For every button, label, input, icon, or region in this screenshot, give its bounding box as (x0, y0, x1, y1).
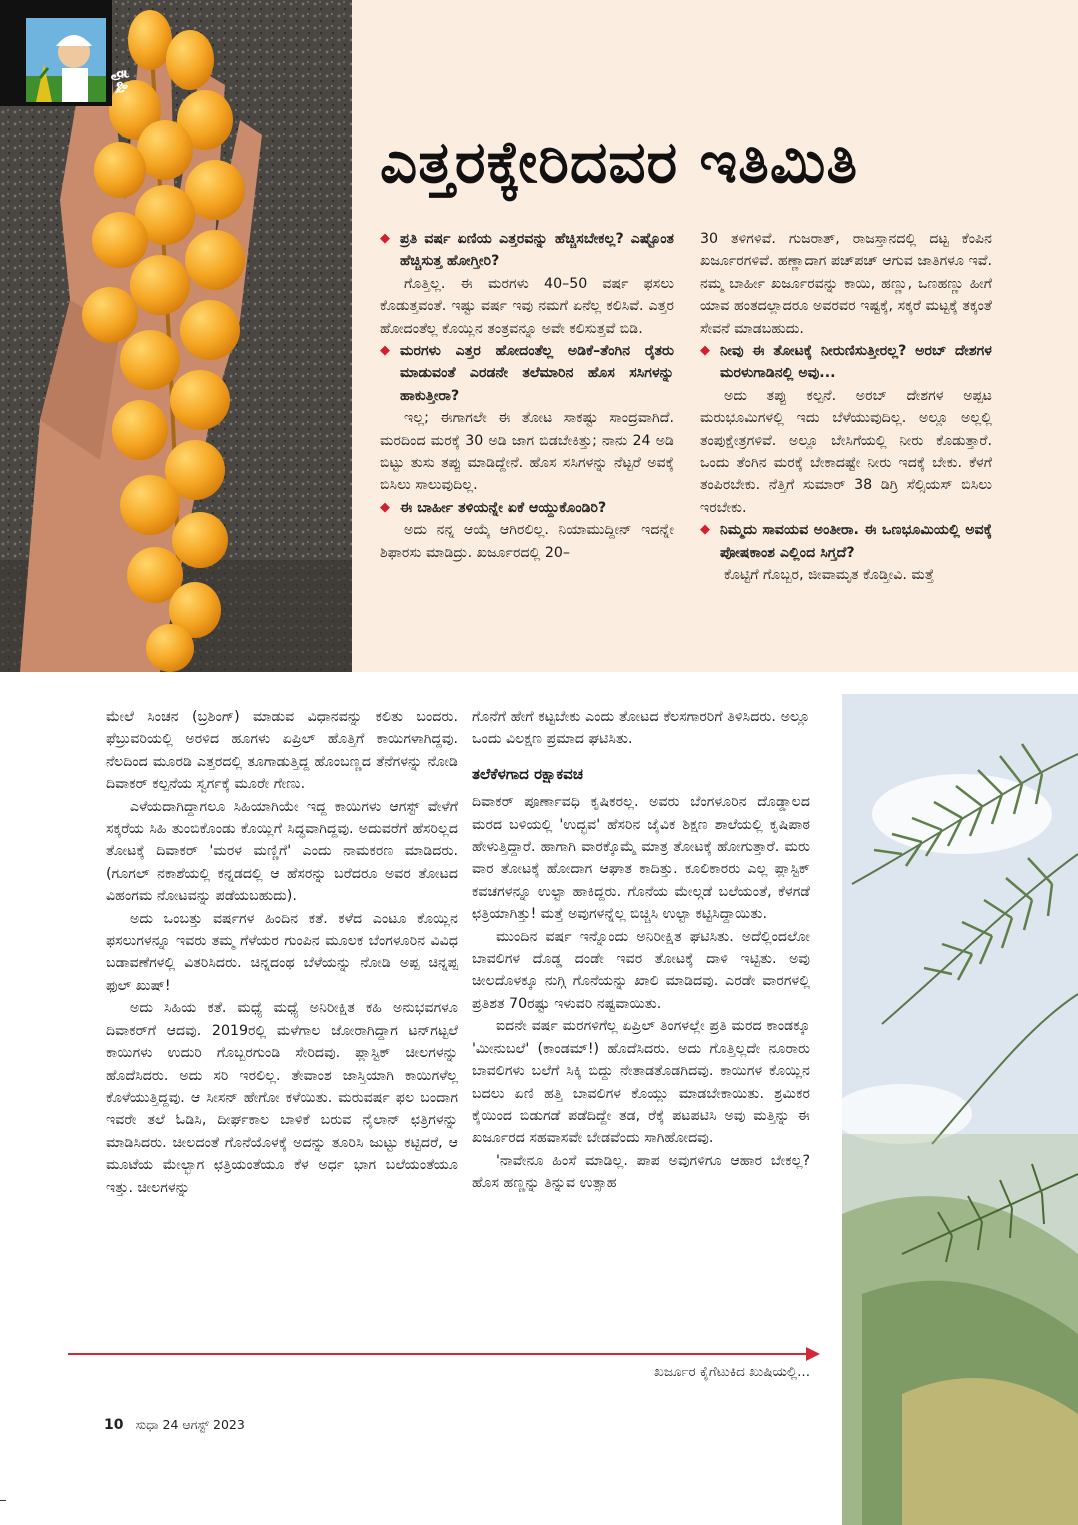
answer: ಗೊತ್ತಿಲ್ಲ. ಈ ಮರಗಳು 40–50 ವರ್ಷ ಫಸಲು ಕೊಡುತ್ತವಂತೆ. ಇಷ್ಟು ವರ್ಷ ಇವು ನಮಗೆ ಏನೆಲ್ಲ ಕಲಿಸಿವೆ. ಎತ್ತರ ಹೋದಂತೆಲ್ಲ ಕೊಯ್ಲಿನ ತಂತ್ರವನ್ನೂ ಅವೇ ಕಲಿಸುತ್ತವೆ ಬಿಡಿ. (380, 275, 674, 337)
question: ◆ ಈ ಬಾರ್ಹೀ ತಳಿಯನ್ನೇ ಏಕೆ ಆಯ್ದುಕೊಂಡಿರಿ? (380, 497, 674, 519)
continued-caption: ಖರ್ಜೂರ ಕೈಗೆಟುಕಿದ ಖುಷಿಯಲ್ಲಿ... (654, 1364, 810, 1380)
answer-continued: 30 ತಳಿಗಳಿವೆ. ಗುಜರಾತ್, ರಾಜಸ್ತಾನದಲ್ಲಿ ದಟ್ಟ ಕೆಂಪಿನ ಖರ್ಜೂರಗಳಿವೆ. ಹಣ್ಣಾದಾಗ ಪಚ್‌ಪಚ್ ಆಗುವ ಜಾತಿಗಳೂ ಇವೆ. ನಮ್ಮ ಬಾರ್ಹೀ ಖರ್ಜೂರವನ್ನು ಕಾಯಿ, ಹಣ್ಣು, ಒಣಹಣ್ಣು ಹೀಗೆ ಯಾವ ಹಂತದಲ್ಲಾದರೂ ಅವರವರ ಇಷ್ಟಕ್ಕೆ, ಸಕ್ಕರೆ ಮಟ್ಟಕ್ಕೆ ತಕ್ಕಂತೆ ಸೇವನೆ ಮಾಡಬಹುದು. (700, 231, 992, 337)
question: ◆ ನೀವು ಈ ತೋಟಕ್ಕೆ ನೀರುಣಿಸುತ್ತೀರಲ್ಲ? ಅರಬ್ ದೇಶಗಳ ಮರಳುಗಾಡಿನಲ್ಲಿ ಅವು... (700, 340, 992, 385)
paragraph: ಅದು ಒಂಬತ್ತು ವರ್ಷಗಳ ಹಿಂದಿನ ಕತೆ. ಕಳೆದ ಎಂಟೂ ಕೊಯ್ಲಿನ ಫಸಲುಗಳನ್ನೂ ಇವರು ತಮ್ಮ ಗೆಳೆಯರ ಗುಂಪಿನ ಮೂಲಕ ಬೆಂಗಳೂರಿನ ವಿವಿಧ ಬಡಾವಣೆಗಳಲ್ಲಿ ವಿತರಿಸಿದರು. ಚಿನ್ನದಂಥ ಬೆಳೆಯನ್ನು ನೋಡಿ ಅಪ್ಪ ಚಿನ್ನಪ್ಪ ಫುಲ್ ಖುಷ್! (106, 910, 458, 994)
article-column-1 (106, 706, 458, 1199)
answer: ಅದು ತಪ್ಪು ಕಲ್ಪನೆ. ಅರಬ್ ದೇಶಗಳ ಅಪ್ಪಟ ಮರುಭೂಮಿಗಳಲ್ಲಿ ಇದು ಬೆಳೆಯುವುದಿಲ್ಲ. ಅಲ್ಲೂ ಅಲ್ಲಲ್ಲಿ ತಂಪುಕ್ಷೇತ್ರಗಳಿವೆ. ಅಲ್ಲೂ ಬೇಸಿಗೆಯಲ್ಲಿ ನೀರು ಕೊಡುತ್ತಾರೆ. ಒಂದು ತೆಂಗಿನ ಮರಕ್ಕೆ ಬೇಕಾದಷ್ಟೇ ನೀರು ಇದಕ್ಕೆ ಬೇಕು. ಕೆಳಗೆ ತಂಪಿರಬೇಕು. ನೆತ್ತಿಗೆ ಸುಮಾರ್ 38 ಡಿಗ್ರಿ ಸೆಲ್ಸಿಯಸ್ ಬಿಸಿಲು ಇರಬೇಕು. (700, 387, 992, 516)
paragraph: ಅದು ಸಿಹಿಯ ಕತೆ. ಮಧ್ಯೆ ಮಧ್ಯೆ ಅನಿರೀಕ್ಷಿತ ಕಹಿ ಅನುಭವಗಳೂ ದಿವಾಕರ್‌ಗೆ ಆದವು. 2019ರಲ್ಲಿ ಮಳೆಗಾಲ ಜೋರಾಗಿದ್ದಾಗ ಟನ್‌ಗಟ್ಟಲೆ ಕಾಯಿಗಳು ಉದುರಿ ಗೊಬ್ಬರಗುಂಡಿ ಸೇರಿದವು. ಪ್ಲಾಸ್ಟಿಕ್ ಚೀಲಗಳನ್ನು ಹೊದೆಸಿದರು. ಅದು ಸರಿ ಇರಲಿಲ್ಲ. ತೇವಾಂಶ ಜಾಸ್ತಿಯಾಗಿ ಕಾಯಿಗಳೆಲ್ಲ ಕೊಳೆಯುತ್ತಿದ್ದವು. ಆ ಸೀಸನ್ ಹೇಗೋ ಕಳೆಯಿತು. ಮರುವರ್ಷ ಫಲ ಬಂದಾಗ ಇವರೇ ತಲೆ ಓಡಿಸಿ, ದೀರ್ಘಕಾಲ ಬಾಳಿಕೆ ಬರುವ ನೈಲಾನ್ ಛತ್ರಿಗಳನ್ನು ಮಾಡಿಸಿದರು. ಚೀಲದಂತೆ ಗೊನೆಯೊಳಕ್ಕೆ ಅದನ್ನು ತೂರಿಸಿ ಜುಟ್ಟು ಕಟ್ಟಿದರೆ, ಆ ಮೂಟೆಯ ಮೇಲ್ಭಾಗ ಛತ್ರಿಯಂತೆಯೂ ಕೆಳ ಅರ್ಧ ಭಾಗ ಬಲೆಯಂತೆಯೂ ಇತ್ತು. ಚೀಲಗಳನ್ನು (106, 1000, 458, 1196)
question: ◆ ಮರಗಳು ಎತ್ತರ ಹೋದಂತೆಲ್ಲ ಅಡಿಕೆ–ತೆಂಗಿನ ರೈತರು ಮಾಡುವಂತೆ ಎರಡನೇ ತಲೆಮಾರಿನ ಹೊಸ ಸಸಿಗಳನ್ನು ಹಾಕುತ್ತೀರಾ? (380, 340, 674, 407)
interview-column-2 (700, 228, 992, 587)
subheading: ತಲೆಕೆಳಗಾದ ರಕ್ಷಾಕವಚ (472, 764, 584, 783)
article-headline: ಎತ್ತರಕ್ಕೇರಿದವರ ಇತಿಮಿತಿ (380, 128, 859, 196)
page-number: 10 (104, 1417, 124, 1433)
paragraph: 'ನಾವೇನೂ ಹಿಂಸೆ ಮಾಡಿಲ್ಲ. ಪಾಪ ಅವುಗಳಿಗೂ ಆಹಾರ ಬೇಕಲ್ಲ? ಹೊಸ ಹಣ್ಣನ್ನು ತಿನ್ನುವ ಉತ್ಸಾಹ (472, 1152, 810, 1192)
paragraph: ದಿವಾಕರ್ ಪೂರ್ಣಾವಧಿ ಕೃಷಿಕರಲ್ಲ. ಅವರು ಬೆಂಗಳೂರಿನ ದೊಡ್ಡಾಲದ ಮರದ ಬಳಿಯಲ್ಲಿ 'ಉದ್ಭವ' ಹೆಸರಿನ ಜೈವಿಕ ಶಿಕ್ಷಣ ಶಾಲೆಯಲ್ಲಿ ಕೃಷಿಪಾಠ ಹೇಳುತ್ತಿದ್ದಾರೆ. ಹಾಗಾಗಿ ವಾರಕ್ಕೊಮ್ಮೆ ಮಾತ್ರ ತೋಟಕ್ಕೆ ಹೋಗುತ್ತಾರೆ. ಮರು ವಾರ ತೋಟಕ್ಕೆ ಹೋದಾಗ ಆಘಾತ ಕಾದಿತ್ತು. ಕೂಲಿಕಾರರು ಎಲ್ಲ ಪ್ಲಾಸ್ಟಿಕ್ ಕವಚಗಳನ್ನೂ ಉಲ್ಟಾ ಹಾಕಿದ್ದರು. ಗೊನೆಯ ಮೇಲ್ಗಡೆ ಬಲೆಯಂತೆ, ಕೆಳಗಡೆ ಛತ್ರಿಯಾಗಿತ್ತು! ಮತ್ತೆ ಅವುಗಳನ್ನೆಲ್ಲ ಬಿಚ್ಚಿಸಿ ಉಲ್ಟಾ ಕಟ್ಟಿಸಿದ್ದಾಯಿತು. (472, 794, 810, 923)
crop-mark (0, 1500, 6, 1501)
answer: ಅದು ನನ್ನ ಆಯ್ಕೆ ಆಗಿರಲಿಲ್ಲ. ನಿಯಾಮುದ್ದೀನ್ ಇದನ್ನೇ ಶಿಫಾರಸು ಮಾಡಿದ್ರು. ಖರ್ಜೂರದಲ್ಲಿ 20– (380, 522, 674, 561)
answer: ಕೊಟ್ಟಿಗೆ ಗೊಬ್ಬರ, ಜೀವಾಮೃತ ಕೊಡ್ತೀವಿ. ಮತ್ತೆ (724, 567, 935, 584)
paragraph: ಐದನೇ ವರ್ಷ ಮರಗಳಿಗೆಲ್ಲ ಏಪ್ರಿಲ್ ತಿಂಗಳಲ್ಲೇ ಪ್ರತಿ ಮರದ ಕಾಂಡಕ್ಕೂ 'ಮೀನುಬಲೆ' (ಕಾಂಡಮ್!) ಹೊದೆಸಿದರು. ಅದು ಗೊತ್ತಿಲ್ಲದೇ ನೂರಾರು ಬಾವಲಿಗಳು ಬಲೆಗೆ ಸಿಕ್ಕಿ ಬಿದ್ದು ನೇತಾಡತೊಡಗಿದವು. ಕಾಯಿಗಳ ಕೊಯ್ಲಿನ ಬದಲು ಏಣಿ ಹತ್ತಿ ಬಾವಲಿಗಳ ಕೊಯ್ಲು ಮಾಡಬೇಕಾಯಿತು. ಶ್ರಮಿಕರ ಕೈಯಿಂದ ಬಿಡುಗಡೆ ಪಡೆದಿದ್ದೇ ತಡ, ರೆಕ್ಕೆ ಪಟಪಟಿಸಿ ಅವು ಮತ್ತಿನ್ನು ಈ ಖರ್ಜೂರದ ಸಹವಾಸವೇ ಬೇಡವೆಂದು ಸಾಗಿಹೋದವು. (472, 1018, 810, 1147)
question: ◆ ಪ್ರತಿ ವರ್ಷ ಏಣಿಯ ಎತ್ತರವನ್ನು ಹೆಚ್ಚಿಸಬೇಕಲ್ಲ? ಎಷ್ಟೊಂತ ಹೆಚ್ಚಿಸುತ್ತ ಹೋಗ್ತೀರಿ? (380, 228, 674, 273)
question: ◆ ನಿಮ್ಮದು ಸಾವಯವ ಅಂತೀರಾ. ಈ ಒಣಭೂಮಿಯಲ್ಲಿ ಅವಕ್ಕೆ ಪೋಷಕಾಂಶ ಎಲ್ಲಿಂದ ಸಿಗ್ತದೆ? (700, 519, 992, 564)
palm-tree-photo (842, 694, 1078, 1525)
farmer-icon (26, 18, 106, 102)
paragraph: ಮೇಲೆ ಸಿಂಚನ (ಬ್ರಶಿಂಗ್) ಮಾಡುವ ವಿಧಾನವನ್ನು ಕಲಿತು ಬಂದರು. ಫೆಬ್ರುವರಿಯಲ್ಲಿ ಅರಳಿದ ಹೂಗಳು ಏಪ್ರಿಲ್ ಹೊತ್ತಿಗೆ ಕಾಯಿಗಳಾಗಿದ್ದವು. ನೆಲದಿಂದ ಮೂರಡಿ ಎತ್ತರದಲ್ಲಿ ತೂಗಾಡುತ್ತಿದ್ದ ಹೊಂಬಣ್ಣದ ತೆನೆಗಳನ್ನು ನೋಡಿ ದಿವಾಕರ್ ಕಲ್ಪನೆಯ ಸ್ವರ್ಗಕ್ಕೆ ಮೂರೇ ಗೇಣು. (106, 709, 458, 793)
paragraph: ಮುಂದಿನ ವರ್ಷ ಇನ್ನೊಂದು ಅನಿರೀಕ್ಷಿತ ಘಟಿಸಿತು. ಅದೆಲ್ಲಿಂದಲೋ ಬಾವಲಿಗಳ ದೊಡ್ಡ ದಂಡೇ ಇವರ ತೋಟಕ್ಕೆ ದಾಳಿ ಇಟ್ಟಿತು. ಅವು ಚೀಲದೊಳಕ್ಕೂ ನುಗ್ಗಿ ಗೊನೆಯನ್ನು ಖಾಲಿ ಮಾಡಿದವು. ಎರಡೇ ವಾರಗಳಲ್ಲಿ ಪ್ರತಿಶತ 70ರಷ್ಟು ಇಳುವರಿ ನಷ್ಟವಾಯಿತು. (472, 928, 810, 1012)
publication-date: ಸುಧಾ 24 ಆಗಸ್ಟ್ 2023 (135, 1417, 245, 1432)
paragraph: ಎಳೆಯದಾಗಿದ್ದಾಗಲೂ ಸಿಹಿಯಾಗಿಯೇ ಇದ್ದ ಕಾಯಿಗಳು ಆಗಸ್ಟ್ ವೇಳೆಗೆ ಸಕ್ಕರೆಯ ಸಿಹಿ ತುಂಬಿಕೊಂಡು ಕೊಯ್ಲಿಗೆ ಸಿದ್ಧವಾಗಿದ್ದವು. ಅದುವರೆಗೆ ಹೆಸರಿಲ್ಲದ ತೋಟಕ್ಕೆ ದಿವಾಕರ್ 'ಮರಳ ಮಣ್ಣಿಗೆ' ಎಂದು ನಾಮಕರಣ ಮಾಡಿದರು. (ಗೂಗಲ್ ನಕಾಶೆಯಲ್ಲಿ ಕನ್ನಡದಲ್ಲಿ ಆ ಹೆಸರನ್ನು ಬರೆದರೂ ಅವರ ತೋಟದ ವಿಹಂಗಮ ನೋಟವನ್ನು ಪಡೆಯಬಹುದು). (106, 798, 458, 905)
page-footer (104, 1417, 245, 1433)
interview-column-1 (380, 228, 674, 564)
answer: ಇಲ್ಲ; ಈಗಾಗಲೇ ಈ ತೋಟ ಸಾಕಷ್ಟು ಸಾಂದ್ರವಾಗಿದೆ. ಮರದಿಂದ ಮರಕ್ಕೆ 30 ಅಡಿ ಜಾಗ ಬಿಡಬೇಕಿತ್ತು; ನಾನು 24 ಅಡಿ ಬಿಟ್ಟು ತುಸು ತಪ್ಪು ಮಾಡಿದ್ದೇನೆ. ಹೊಸ ಸಸಿಗಳನ್ನು ನೆಟ್ಟರೆ ಅವಕ್ಕೆ ಬಿಸಿಲು ಸಾಲುವುದಿಲ್ಲ. (380, 410, 674, 494)
palm-photo-svg (842, 694, 1078, 1525)
continue-arrow-line (68, 1353, 808, 1355)
paragraph: ಗೊನೆಗೆ ಹೇಗೆ ಕಟ್ಟಬೇಕು ಎಂದು ತೋಟದ ಕೆಲಸಗಾರರಿಗೆ ತಿಳಿಸಿದರು. ಅಲ್ಲೂ ಒಂದು ವಿಲಕ್ಷಣ ಪ್ರಮಾದ ಘಟಿಸಿತು. (472, 709, 810, 748)
arrow-right-icon (806, 1347, 820, 1361)
article-column-2 (472, 706, 810, 1195)
section-tag-label: ಕೃಷಿ (112, 70, 133, 94)
